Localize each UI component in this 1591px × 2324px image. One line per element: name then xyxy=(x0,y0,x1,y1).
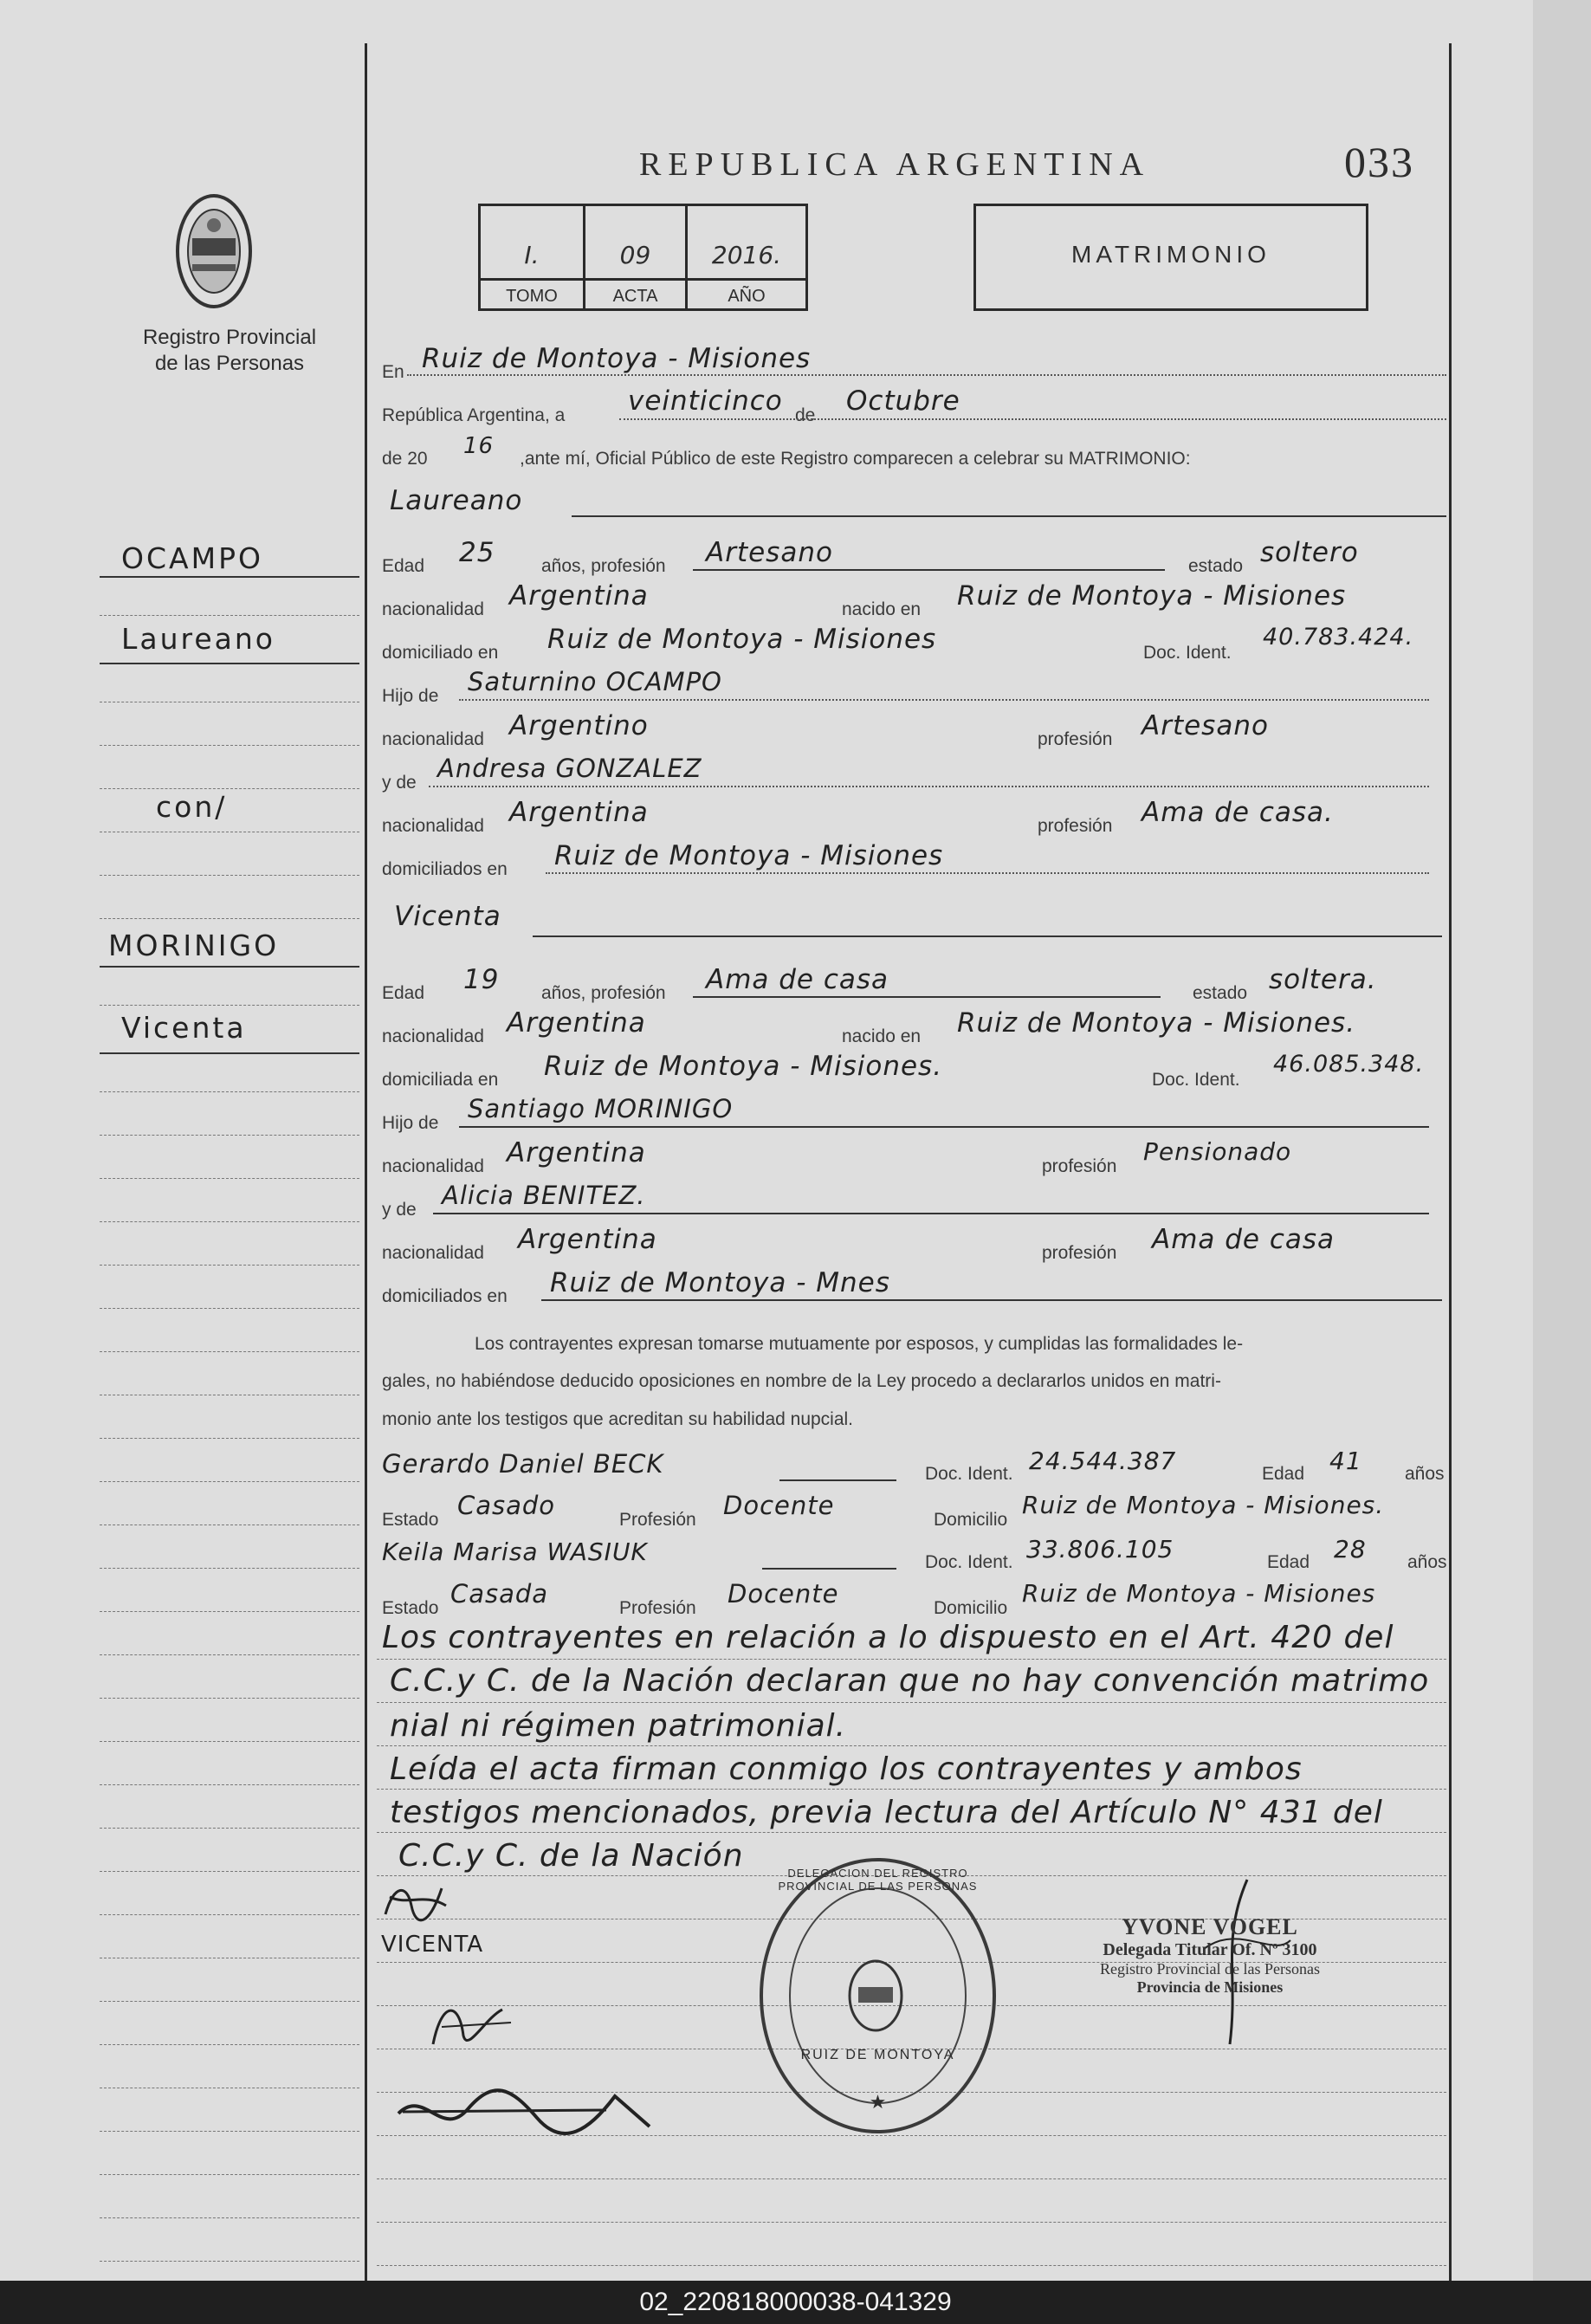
official-prov: Provincia de Misiones xyxy=(1136,1978,1284,1996)
official-org: Registro Provincial de las Personas xyxy=(1100,1960,1320,1978)
sidebar-rule xyxy=(100,1481,359,1482)
bride-madre-prof-label: profesión xyxy=(1042,1243,1117,1263)
bride-edad-label: Edad xyxy=(382,983,425,1003)
sidebar-con: con/ xyxy=(156,790,228,824)
witness1-name: Gerardo Daniel BECK xyxy=(382,1449,664,1479)
record-type: MATRIMONIO xyxy=(1071,241,1271,268)
sidebar-rule xyxy=(100,745,359,746)
groom-profesion: Artesano xyxy=(706,537,833,568)
groom-nacionalidad: Argentina xyxy=(509,580,649,612)
witness1-signature xyxy=(424,1992,528,2062)
declaration-line-3: monio ante los testigos que acreditan su habilidad nupcial. xyxy=(382,1409,854,1429)
provincial-seal-icon xyxy=(173,191,255,312)
notes-line-5: testigos mencionados, previa lectura del Artículo N° 431 del xyxy=(390,1795,1383,1830)
sidebar-rule xyxy=(100,1005,359,1006)
month: Octubre xyxy=(846,385,960,417)
domicilio-label: domiciliado en xyxy=(382,643,499,663)
official-stamp xyxy=(760,1858,996,2133)
groom-domicilio: Ruiz de Montoya - Misiones xyxy=(547,624,937,655)
bride-domicilio: Ruiz de Montoya - Misiones. xyxy=(544,1051,943,1082)
groom-nacido: Ruiz de Montoya - Misiones xyxy=(957,580,1347,612)
bride-padres-dom: Ruiz de Montoya - Mnes xyxy=(550,1267,890,1298)
witness1-estado-label: Estado xyxy=(382,1510,439,1530)
witness1-doc-label: Doc. Ident. xyxy=(925,1464,1013,1484)
republica-label: República Argentina, a xyxy=(382,405,566,425)
anio-value: 2016. xyxy=(711,241,782,269)
year-prefix: de 20 xyxy=(382,449,428,469)
rule xyxy=(433,1213,1429,1214)
rule xyxy=(546,872,1429,874)
anos-profesion-label: años, profesión xyxy=(541,556,666,576)
main-rule xyxy=(377,1659,1446,1660)
main-rule xyxy=(377,1702,1446,1703)
stamp-emblem-icon xyxy=(845,1957,906,2035)
witness2-signature xyxy=(390,2079,667,2148)
folio-number: 033 xyxy=(1344,138,1414,186)
main-rule xyxy=(377,2178,1446,2179)
year-suffix: 16 xyxy=(463,433,495,459)
groom-padres-dom: Ruiz de Montoya - Misiones xyxy=(554,840,944,871)
witness2-edad-label: Edad xyxy=(1267,1552,1310,1572)
rule xyxy=(100,576,359,578)
bride-padre-nac: Argentina xyxy=(507,1137,646,1168)
padre-nacionalidad-label: nacionalidad xyxy=(382,729,484,749)
rule xyxy=(533,935,1442,937)
right-margin-line xyxy=(1449,43,1452,2281)
rule xyxy=(762,1568,896,1570)
sidebar-rule xyxy=(100,1914,359,1915)
acta-label: ACTA xyxy=(612,287,658,306)
witness1-profesion-label: Profesión xyxy=(619,1510,696,1530)
sidebar-groom-surname: OCAMPO xyxy=(121,541,263,575)
registry-line-2: de las Personas xyxy=(154,352,305,375)
anio-cell xyxy=(688,206,805,308)
box-separator xyxy=(481,278,805,281)
witness2-anos: años xyxy=(1407,1552,1447,1572)
sidebar-groom-name: Laureano xyxy=(121,622,275,656)
official-block xyxy=(1100,1914,1320,1997)
anio-label: AÑO xyxy=(728,287,766,306)
sidebar-rule xyxy=(100,1135,359,1136)
groom-estado: soltero xyxy=(1260,537,1359,568)
rule xyxy=(779,1479,896,1481)
bride-padre: Santiago MORINIGO xyxy=(468,1094,734,1123)
witness1-estado: Casado xyxy=(457,1491,556,1520)
bride-anos-profesion-label: años, profesión xyxy=(541,983,666,1003)
bride-madre-nac-label: nacionalidad xyxy=(382,1243,484,1263)
witness1-doc: 24.544.387 xyxy=(1029,1447,1177,1475)
bride-yde-label: y de xyxy=(382,1200,417,1220)
sidebar-rule xyxy=(100,2131,359,2132)
groom-padre-nac: Argentino xyxy=(509,710,649,741)
rule xyxy=(100,966,359,968)
rule xyxy=(407,374,1446,376)
sidebar-rule xyxy=(100,1741,359,1742)
madre-profesion-label: profesión xyxy=(1038,816,1113,836)
sidebar-rule xyxy=(100,2044,359,2045)
sidebar-bride-surname: MORINIGO xyxy=(108,929,280,962)
bride-nacionalidad-label: nacionalidad xyxy=(382,1026,484,1046)
stamp-star-icon: ★ xyxy=(869,2091,887,2113)
padre-profesion-label: profesión xyxy=(1038,729,1113,749)
witness1-profesion: Docente xyxy=(723,1491,835,1520)
de-label: de xyxy=(795,405,816,425)
sidebar-bride-name: Vicenta xyxy=(121,1011,247,1045)
groom-padre: Saturnino OCAMPO xyxy=(468,667,722,696)
sidebar-rule xyxy=(100,1871,359,1872)
witness1-domicilio-label: Domicilio xyxy=(934,1510,1008,1530)
bride-full-name: Vicenta xyxy=(394,901,501,932)
notes-line-3: nial ni régimen patrimonial. xyxy=(390,1708,847,1744)
witness2-profesion: Docente xyxy=(728,1579,839,1609)
main-rule xyxy=(377,1832,1446,1833)
sidebar-rule xyxy=(100,1568,359,1569)
sidebar-rule xyxy=(100,615,359,616)
rule xyxy=(693,569,1165,571)
groom-full-name: Laureano xyxy=(390,485,523,516)
registry-line-1: Registro Provincial xyxy=(142,326,317,349)
groom-signature xyxy=(381,1880,450,1932)
groom-madre-nac: Argentina xyxy=(509,797,649,828)
sidebar-rule xyxy=(100,1091,359,1092)
bride-nacido-label: nacido en xyxy=(842,1026,922,1046)
hijo-label: Hijo de xyxy=(382,686,439,706)
bride-nacionalidad: Argentina xyxy=(507,1007,646,1039)
rule xyxy=(459,699,1429,701)
witness2-domicilio: Ruiz de Montoya - Misiones xyxy=(1022,1579,1376,1608)
sidebar-rule xyxy=(100,1611,359,1612)
rule xyxy=(541,1299,1442,1301)
notes-line-4: Leída el acta firman conmigo los contrayentes y ambos xyxy=(390,1751,1303,1787)
rule xyxy=(100,663,359,664)
sidebar-rule xyxy=(100,1438,359,1439)
bride-madre: Alicia BENITEZ. xyxy=(442,1181,646,1210)
sidebar-rule xyxy=(100,1308,359,1309)
witness1-edad: 41 xyxy=(1329,1447,1362,1475)
notes-line-1: Los contrayentes en relación a lo dispuesto en el Art. 420 del xyxy=(382,1620,1394,1655)
bride-madre-prof: Ama de casa xyxy=(1152,1224,1336,1255)
tomo-cell xyxy=(481,206,585,308)
bride-padres-dom-label: domiciliados en xyxy=(382,1286,508,1306)
madre-nacionalidad-label: nacionalidad xyxy=(382,816,484,836)
sidebar-rule xyxy=(100,1178,359,1179)
declaration-line-1: Los contrayentes expresan tomarse mutuamente por esposos, y cumplidas las formalidades le- xyxy=(475,1334,1244,1354)
sidebar-rule xyxy=(100,1828,359,1829)
rule xyxy=(572,515,1446,517)
sidebar-rule xyxy=(100,1265,359,1266)
en-label: En xyxy=(382,362,404,382)
bride-padre-prof-label: profesión xyxy=(1042,1156,1117,1176)
main-rule xyxy=(377,1789,1446,1790)
bride-domicilio-label: domiciliada en xyxy=(382,1070,499,1090)
rule xyxy=(429,786,1429,787)
main-rule xyxy=(377,1745,1446,1746)
sidebar-rule xyxy=(100,2174,359,2175)
edad-label: Edad xyxy=(382,556,425,576)
witness1-edad-label: Edad xyxy=(1262,1464,1305,1484)
witness2-edad: 28 xyxy=(1334,1535,1367,1563)
sidebar-rule xyxy=(100,2261,359,2262)
notes-line-2: C.C.y C. de la Nación declaran que no hay convención matrimo xyxy=(390,1663,1430,1699)
sidebar-rule xyxy=(100,1654,359,1655)
groom-padre-prof: Artesano xyxy=(1142,710,1269,741)
sidebar-rule xyxy=(100,2217,359,2218)
official-title: Delegada Titular Of. Nº 3100 xyxy=(1103,1940,1317,1959)
witness2-doc: 33.806.105 xyxy=(1026,1535,1174,1563)
country-title: REPUBLICA ARGENTINA xyxy=(639,146,1151,183)
record-type-box xyxy=(973,204,1368,311)
stamp-text: DELEGACION DEL REGISTRO PROVINCIAL DE LAS PERSONAS xyxy=(778,1867,978,1893)
witness2-domicilio-label: Domicilio xyxy=(934,1598,1008,1618)
groom-doc: 40.783.424. xyxy=(1263,624,1414,651)
nacido-label: nacido en xyxy=(842,599,922,619)
sidebar-rule xyxy=(100,918,359,919)
witness1-anos: años xyxy=(1405,1464,1445,1484)
record-number-box xyxy=(478,204,808,311)
bride-signature-text: VICENTA xyxy=(381,1932,484,1958)
witness2-estado-label: Estado xyxy=(382,1598,439,1618)
bride-nacido: Ruiz de Montoya - Misiones. xyxy=(957,1007,1356,1039)
estado-label: estado xyxy=(1188,556,1244,576)
rule xyxy=(693,996,1161,998)
acta-value: 09 xyxy=(619,241,651,269)
official-name: YVONE VOGEL xyxy=(1122,1914,1298,1939)
main-rule xyxy=(377,2265,1446,2266)
left-margin-line xyxy=(365,43,367,2281)
notes-line-6: C.C.y C. de la Nación xyxy=(398,1838,744,1874)
padres-dom-label: domiciliados en xyxy=(382,859,508,879)
acta-cell xyxy=(585,206,688,308)
witness1-domicilio: Ruiz de Montoya - Misiones. xyxy=(1022,1491,1385,1519)
bride-estado: soltera. xyxy=(1269,964,1377,995)
sidebar-rule xyxy=(100,1351,359,1352)
bride-edad: 19 xyxy=(463,964,500,995)
sidebar-rule xyxy=(100,1784,359,1785)
doc-label: Doc. Ident. xyxy=(1143,643,1232,663)
groom-edad: 25 xyxy=(459,537,495,568)
bride-estado-label: estado xyxy=(1193,983,1248,1003)
bride-padre-nac-label: nacionalidad xyxy=(382,1156,484,1176)
witness2-estado: Casada xyxy=(450,1579,549,1609)
declaration-line-2: gales, no habiéndose deducido oposiciones en nombre de la Ley procedo a declararlos unidos en matri- xyxy=(382,1371,1221,1391)
bride-madre-nac: Argentina xyxy=(518,1224,657,1255)
nacionalidad-label: nacionalidad xyxy=(382,599,484,619)
stamp-city: RUIZ DE MONTOYA xyxy=(800,2048,955,2062)
tomo-label: TOMO xyxy=(506,287,558,306)
day: veinticinco xyxy=(628,385,783,417)
witness2-doc-label: Doc. Ident. xyxy=(925,1552,1013,1572)
groom-madre: Andresa GONZALEZ xyxy=(437,754,702,783)
tomo-value: I. xyxy=(524,241,540,269)
scan-footer: 02_220818000038-041329 xyxy=(0,2281,1591,2324)
ante-text: ,ante mí, Oficial Público de este Registro comparecen a celebrar su MATRIMONIO: xyxy=(520,449,1191,469)
rule xyxy=(619,418,1446,420)
main-rule xyxy=(377,2222,1446,2223)
sidebar-rule xyxy=(100,1221,359,1222)
sidebar-rule xyxy=(100,875,359,876)
witness2-name: Keila Marisa WASIUK xyxy=(382,1537,648,1566)
bride-profesion: Ama de casa xyxy=(706,964,889,995)
witness2-profesion-label: Profesión xyxy=(619,1598,696,1618)
yde-label: y de xyxy=(382,773,417,793)
bride-doc: 46.085.348. xyxy=(1273,1051,1425,1078)
sidebar-rule xyxy=(100,2001,359,2002)
rule xyxy=(459,1126,1429,1128)
bride-hijo-label: Hijo de xyxy=(382,1113,439,1133)
registry-name xyxy=(121,325,338,377)
bride-padre-prof: Pensionado xyxy=(1143,1137,1292,1166)
rule xyxy=(100,1052,359,1054)
place: Ruiz de Montoya - Misiones xyxy=(422,343,812,374)
sidebar-rule xyxy=(100,788,359,789)
groom-madre-prof: Ama de casa. xyxy=(1142,797,1334,828)
page-edge xyxy=(1533,0,1591,2281)
bride-doc-label: Doc. Ident. xyxy=(1152,1070,1240,1090)
sidebar-rule xyxy=(100,1698,359,1699)
